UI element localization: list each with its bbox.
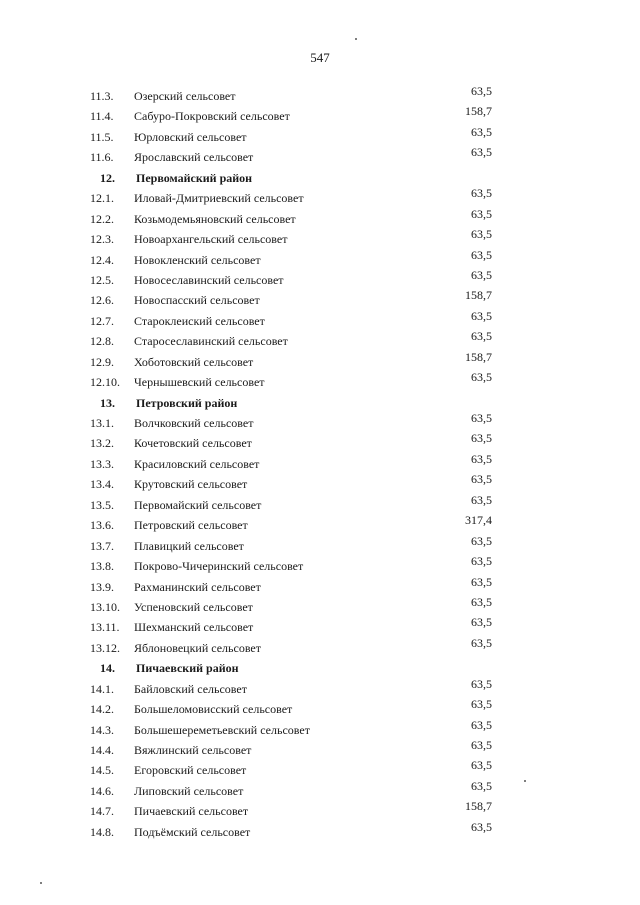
settlement-name: Рахманинский сельсовет: [134, 579, 261, 594]
row-number: 12.6.: [90, 293, 114, 308]
settlement-row: [0, 492, 640, 515]
settlement-name: Большеломовисский сельсовет: [134, 702, 293, 717]
row-number: 14.2.: [90, 702, 114, 717]
row-number: 13.4.: [90, 477, 114, 492]
settlement-name: Подъёмский сельсовет: [134, 824, 251, 839]
settlement-list: [0, 86, 640, 842]
settlement-name: Чернышевский сельсовет: [134, 375, 265, 390]
row-value: 63,5: [471, 247, 492, 262]
settlement-name: Успеновский сельсовет: [134, 599, 253, 614]
settlement-row: [0, 124, 640, 147]
page-number: 547: [310, 50, 330, 65]
row-number: 12.10.: [90, 375, 120, 390]
row-value: 63,5: [471, 778, 492, 793]
row-number: 13.8.: [90, 559, 114, 574]
settlement-name: Новосеславинский сельсовет: [134, 272, 284, 287]
district-heading: [0, 658, 640, 678]
row-value: 63,5: [471, 451, 492, 466]
settlement-name: Егоровский сельсовет: [134, 763, 247, 778]
row-number: 13.9.: [90, 579, 114, 594]
settlement-name: Байловский сельсовет: [134, 681, 247, 696]
row-number: 13.: [100, 395, 115, 410]
row-value: 63,5: [471, 411, 492, 425]
settlement-name: Козьмодемьяновский сельсовет: [134, 211, 296, 226]
row-number: 13.1.: [90, 416, 114, 430]
row-value: 158,7: [465, 288, 492, 303]
settlement-name: Покрово-Чичеринский сельсовет: [134, 559, 304, 574]
settlement-row: [0, 635, 640, 658]
settlement-row: [0, 372, 640, 392]
district-heading: [0, 393, 640, 413]
settlement-name: Старосеславинский сельсовет: [134, 334, 288, 349]
settlement-row: [0, 740, 640, 760]
row-value: 63,5: [471, 329, 492, 344]
settlement-row: [0, 433, 640, 453]
settlement-name: Шехманский сельсовет: [134, 620, 254, 635]
row-value: 158,7: [465, 799, 492, 814]
row-number: 11.4.: [90, 109, 114, 124]
row-value: 63,5: [471, 472, 492, 487]
settlement-row: [0, 147, 640, 167]
settlement-row: [0, 556, 640, 576]
row-value: 63,5: [471, 615, 492, 630]
row-number: 14.8.: [90, 824, 114, 839]
district-name: Пичаевский район: [136, 661, 239, 676]
settlement-name: Большешереметьевский сельсовет: [134, 722, 310, 737]
row-number: 12.8.: [90, 334, 114, 349]
settlement-row: [0, 229, 640, 249]
row-number: 12.7.: [90, 313, 114, 328]
row-number: 12.3.: [90, 232, 114, 247]
settlement-name: Крутовский сельсовет: [134, 477, 248, 492]
district-name: Первомайский район: [136, 170, 253, 185]
row-number: 14.5.: [90, 763, 114, 778]
settlement-name: Иловай-Дмитриевский сельсовет: [134, 191, 304, 206]
row-value: 158,7: [465, 104, 492, 119]
row-value: 63,5: [471, 308, 492, 323]
row-number: 13.11.: [90, 620, 120, 635]
settlement-row: [0, 206, 640, 229]
settlement-name: Юрловский сельсовет: [134, 129, 247, 144]
settlement-name: Волчковский сельсовет: [134, 416, 254, 430]
settlement-row: [0, 188, 640, 208]
row-value: 63,5: [471, 738, 492, 752]
row-value: 63,5: [471, 676, 492, 691]
settlement-name: Ярославский сельсовет: [134, 150, 254, 165]
row-number: 12.5.: [90, 272, 114, 287]
settlement-row: [0, 717, 640, 740]
settlement-name: Петровский сельсовет: [134, 518, 248, 533]
row-value: 63,5: [471, 145, 492, 160]
settlement-row: [0, 515, 640, 535]
row-value: 158,7: [465, 349, 492, 364]
scan-speck: [355, 38, 357, 40]
settlement-name: Новоспасский сельсовет: [134, 293, 260, 308]
row-number: 12.2.: [90, 211, 114, 226]
row-value: 63,5: [471, 267, 492, 282]
row-value: 317,4: [465, 513, 492, 528]
row-value: 63,5: [471, 758, 492, 773]
settlement-row: [0, 349, 640, 372]
settlement-row: [0, 617, 640, 637]
settlement-row: [0, 86, 640, 106]
scan-speck: [40, 882, 42, 884]
district-name: Петровский район: [136, 395, 238, 410]
settlement-name: Хоботовский сельсовет: [134, 354, 254, 369]
row-value: 63,5: [471, 594, 492, 609]
settlement-row: [0, 331, 640, 351]
settlement-row: [0, 574, 640, 597]
row-value: 63,5: [471, 370, 492, 385]
row-number: 13.2.: [90, 436, 114, 451]
row-number: 13.12.: [90, 640, 120, 655]
row-number: 13.5.: [90, 497, 114, 512]
row-number: 14.3.: [90, 722, 114, 737]
settlement-name: Плавицкий сельсовет: [134, 538, 244, 553]
settlement-name: Сабуро-Покровский сельсовет: [134, 109, 290, 124]
row-value: 63,5: [471, 574, 492, 589]
row-number: 12.: [100, 170, 115, 185]
district-heading: [0, 168, 640, 188]
settlement-name: Кочетовский сельсовет: [134, 436, 252, 451]
row-value: 63,5: [471, 186, 492, 201]
row-value: 63,5: [471, 554, 492, 569]
row-value: 63,5: [471, 717, 492, 732]
settlement-row: [0, 247, 640, 270]
settlement-row: [0, 819, 640, 842]
row-number: 11.5.: [90, 129, 114, 144]
settlement-row: [0, 778, 640, 801]
row-value: 63,5: [471, 819, 492, 834]
row-number: 12.4.: [90, 252, 114, 267]
settlement-name: Вяжлинский сельсовет: [134, 743, 252, 757]
row-value: 63,5: [471, 124, 492, 139]
row-number: 11.3.: [90, 89, 114, 103]
row-number: 14.7.: [90, 804, 114, 819]
row-number: 13.7.: [90, 538, 114, 553]
row-value: 63,5: [471, 697, 492, 712]
row-value: 63,5: [471, 431, 492, 446]
row-value: 63,5: [471, 84, 492, 98]
row-number: 13.3.: [90, 456, 114, 471]
settlement-name: Яблоновецкий сельсовет: [134, 640, 261, 655]
row-number: 14.4.: [90, 743, 114, 757]
row-number: 14.1.: [90, 681, 114, 696]
settlement-row: [0, 533, 640, 556]
row-number: 14.: [100, 661, 115, 676]
row-value: 63,5: [471, 492, 492, 507]
row-number: 11.6.: [90, 150, 114, 165]
settlement-row: [0, 106, 640, 126]
settlement-name: Староклеиский сельсовет: [134, 313, 265, 328]
row-value: 63,5: [471, 635, 492, 650]
settlement-name: Липовский сельсовет: [134, 783, 244, 798]
settlement-row: [0, 451, 640, 474]
row-value: 63,5: [471, 227, 492, 242]
settlement-row: [0, 413, 640, 433]
settlement-name: Первомайский сельсовет: [134, 497, 262, 512]
settlement-row: [0, 801, 640, 821]
settlement-name: Новокленский сельсовет: [134, 252, 261, 267]
row-number: 14.6.: [90, 783, 114, 798]
settlement-name: Красиловский сельсовет: [134, 456, 260, 471]
settlement-row: [0, 308, 640, 331]
row-number: 13.10.: [90, 599, 120, 614]
settlement-row: [0, 760, 640, 780]
row-number: 13.6.: [90, 518, 114, 533]
settlement-name: Пичаевский сельсовет: [134, 804, 249, 819]
settlement-name: Озерский сельсовет: [134, 89, 236, 103]
row-number: 12.1.: [90, 191, 114, 206]
settlement-row: [0, 290, 640, 310]
settlement-row: [0, 594, 640, 617]
row-number: 12.9.: [90, 354, 114, 369]
row-value: 63,5: [471, 206, 492, 221]
settlement-row: [0, 474, 640, 494]
settlement-row: [0, 676, 640, 699]
row-value: 63,5: [471, 533, 492, 548]
settlement-row: [0, 699, 640, 719]
scan-speck: [524, 780, 526, 782]
settlement-row: [0, 267, 640, 290]
settlement-name: Новоархангельский сельсовет: [134, 232, 288, 247]
